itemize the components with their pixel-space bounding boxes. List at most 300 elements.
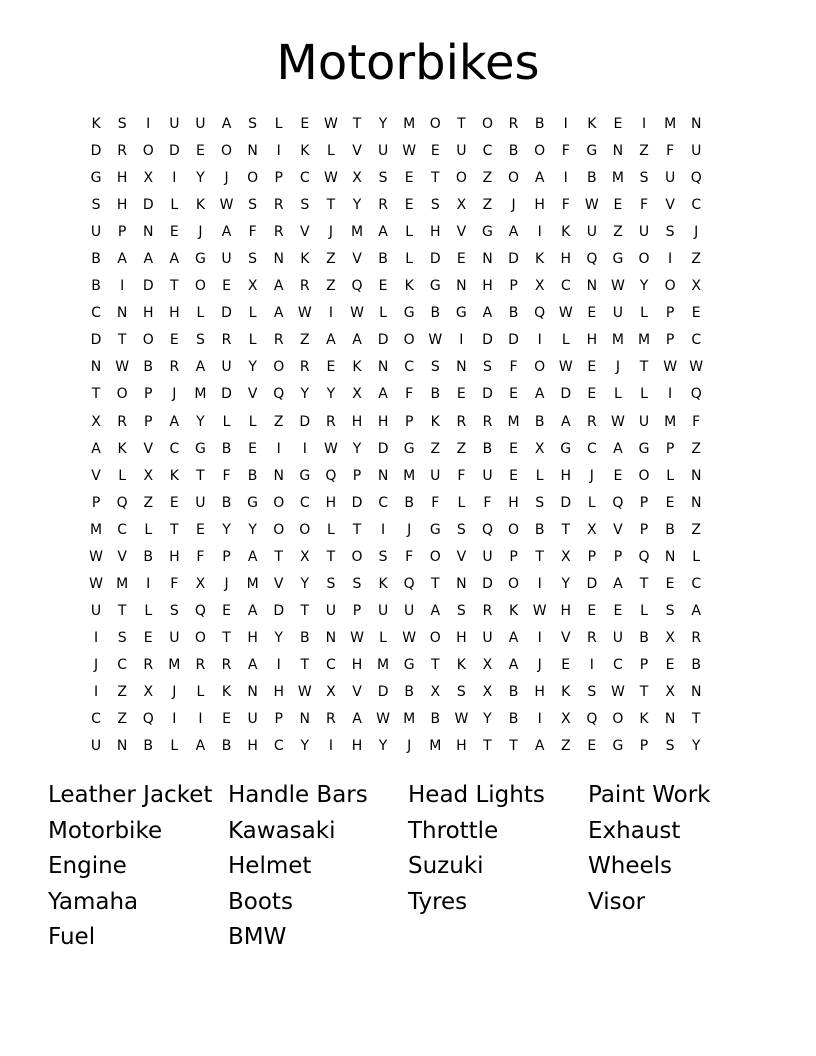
grid-letter: Q [273,386,285,403]
grid-letter: E [169,224,179,241]
grid-letter: M [611,170,624,187]
grid-letter: I [459,332,464,349]
grid-letter: N [247,143,258,160]
grid-letter: Y [274,629,283,646]
grid-letter: F [692,413,701,430]
grid-letter: D [221,386,232,403]
grid-letter: U [612,305,624,322]
grid-letter: A [326,332,336,349]
grid-letter: Z [639,143,649,160]
grid-letter: U [612,629,624,646]
grid-letter: E [143,629,153,646]
grid-letter: Q [194,602,206,619]
grid-letter: R [117,413,127,430]
grid-letter: U [482,548,493,565]
grid-letter: T [326,548,336,565]
grid-letter: X [560,711,571,728]
grid-letter: V [352,143,362,160]
grid-letter: B [691,656,701,673]
grid-letter: M [90,521,103,538]
grid-letter: I [328,305,333,322]
grid-letter: W [297,305,312,322]
grid-letter: N [482,251,493,268]
grid-letter: W [663,359,678,376]
grid-letter: N [247,683,258,700]
grid-letter: U [456,143,467,160]
grid-letter: E [430,143,440,160]
grid-letter: U [482,629,493,646]
grid-letter: Z [691,440,701,457]
grid-letter: I [146,575,151,592]
grid-letter: H [586,332,598,349]
grid-letter: R [169,359,180,376]
grid-letter: M [403,116,416,132]
grid-letter: B [404,683,414,700]
grid-letter: Q [586,711,598,728]
grid-letter: G [612,251,624,268]
grid-letter: L [248,413,257,430]
grid-letter: O [403,332,415,349]
grid-letter: W [611,413,625,430]
grid-letter: I [537,575,542,592]
grid-letter: P [639,521,649,538]
grid-letter: A [352,332,362,349]
grid-letter: K [561,683,571,700]
grid-letter: J [407,738,412,755]
grid-letter: P [613,548,623,565]
grid-letter: S [587,683,597,700]
grid-letter: A [247,656,258,673]
grid-letter: S [456,602,466,619]
grid-letter: Q [481,521,493,538]
grid-letter: L [640,305,648,322]
grid-letter: Y [691,738,701,755]
grid-letter: M [116,575,129,592]
grid-letter: T [300,656,310,673]
grid-letter: B [221,494,232,511]
grid-letter: U [90,738,102,755]
grid-letter: H [430,224,441,241]
grid-letter: V [117,548,127,565]
grid-letter: M [611,332,624,349]
grid-letter: I [120,278,125,295]
grid-letter: X [482,656,493,673]
grid-letter: K [561,224,571,241]
grid-letter: P [144,386,153,403]
grid-letter: P [117,224,127,241]
grid-letter: T [639,575,649,592]
grid-letter: I [641,116,647,132]
grid-letter: L [379,629,387,646]
grid-letter: L [170,197,179,214]
grid-letter: A [195,359,206,376]
grid-letter: P [639,656,649,673]
grid-letter: C [691,575,702,592]
grid-letter: S [483,359,492,376]
grid-letter: F [509,359,518,376]
word-list-item: Suzuki [408,853,484,880]
grid-letter: S [456,521,466,538]
grid-letter: T [222,629,231,646]
grid-letter: N [377,467,389,484]
grid-letter: O [142,143,154,160]
grid-letter: D [586,575,598,592]
grid-letter: C [299,170,310,187]
grid-letter: L [248,305,257,322]
grid-letter: H [247,629,258,646]
grid-letter: E [300,116,310,132]
grid-letter: N [116,305,128,322]
grid-letter: X [143,170,154,187]
grid-letter: B [508,305,519,322]
grid-letter: B [378,251,388,268]
grid-letter: W [402,629,417,646]
grid-letter: P [665,440,675,457]
word-list-item: Paint Work [588,782,711,808]
grid-letter: T [91,386,101,403]
grid-letter: P [352,602,362,619]
grid-letter: C [691,332,702,349]
grid-letter: H [247,738,258,755]
grid-letter: D [273,602,285,619]
grid-letter: F [196,548,205,565]
grid-letter: E [509,467,518,484]
grid-letter: P [639,738,649,755]
grid-letter: N [456,575,467,592]
grid-letter: W [323,116,338,132]
grid-letter: D [351,494,363,511]
grid-letter: J [224,575,229,592]
grid-letter: A [195,738,206,755]
grid-letter: F [405,386,414,403]
grid-letter: M [664,116,677,132]
grid-letter: X [456,197,467,214]
grid-letter: R [691,629,702,646]
grid-letter: A [221,224,232,241]
grid-letter: V [456,224,467,241]
grid-letter: T [639,683,649,700]
grid-letter: Q [403,575,415,592]
grid-letter: R [117,143,127,160]
grid-letter: A [117,251,127,268]
grid-letter: X [534,440,545,457]
grid-letter: S [665,224,675,241]
grid-letter: W [558,305,573,322]
grid-letter: B [221,738,232,755]
grid-letter: E [222,711,231,728]
grid-letter: D [221,305,232,322]
grid-letter: F [483,494,492,511]
grid-letter: R [195,656,206,673]
grid-letter: O [481,116,493,132]
grid-letter: Y [639,278,649,295]
grid-letter: C [586,440,597,457]
grid-letter: W [219,197,234,214]
grid-letter: I [563,170,568,187]
grid-letter: K [117,440,127,457]
grid-letter: O [273,494,285,511]
grid-letter: T [691,711,701,728]
grid-letter: X [195,575,206,592]
grid-letter: P [509,278,518,295]
grid-letter: A [143,251,154,268]
grid-letter: F [170,575,179,592]
grid-letter: W [558,359,573,376]
grid-letter: R [299,359,310,376]
grid-letter: C [560,278,571,295]
grid-letter: A [482,305,493,322]
grid-letter: V [273,575,284,592]
grid-letter: M [168,656,181,673]
grid-letter: N [273,251,284,268]
grid-letter: A [508,629,519,646]
grid-letter: T [326,197,336,214]
grid-letter: T [196,467,205,484]
grid-letter: K [404,278,414,295]
grid-letter: H [169,305,180,322]
word-list-item: BMW [228,924,287,951]
word-list-item: Motorbike [48,817,163,844]
grid-letter: R [378,197,388,214]
grid-letter: A [247,602,258,619]
grid-letter: T [352,521,362,538]
grid-letter: L [196,305,205,322]
grid-letter: W [89,548,103,565]
grid-letter: H [169,548,180,565]
grid-letter: O [664,278,676,295]
grid-letter: J [511,197,516,214]
grid-letter: Y [561,575,571,592]
grid-letter: T [639,359,649,376]
grid-letter: F [405,548,414,565]
grid-letter: Y [300,738,310,755]
grid-letter: H [116,170,128,187]
grid-letter: G [194,440,206,457]
grid-letter: A [508,224,519,241]
grid-letter: E [587,602,597,619]
grid-letter: S [248,197,258,214]
grid-letter: N [612,143,624,160]
grid-letter: E [509,440,518,457]
grid-letter: S [535,494,545,511]
grid-letter: U [90,224,102,241]
grid-letter: D [142,197,154,214]
grid-letter: S [195,332,205,349]
grid-letter: E [456,386,466,403]
grid-letter: N [664,711,676,728]
word-list-item: Handle Bars [228,782,368,808]
grid-letter: N [90,359,102,376]
grid-letter: Z [613,224,623,241]
grid-letter: M [507,413,520,430]
grid-letter: N [690,494,702,511]
grid-letter: A [691,602,701,619]
grid-letter: O [116,386,128,403]
grid-letter: O [194,278,206,295]
grid-letter: P [404,413,414,430]
grid-letter: A [430,602,441,619]
grid-letter: R [456,413,467,430]
grid-letter: R [326,413,336,430]
grid-letter: E [456,251,466,268]
grid-letter: B [482,440,493,457]
grid-letter: I [276,656,281,673]
grid-letter: J [328,224,333,241]
grid-letter: W [584,197,599,214]
grid-letter: E [248,440,258,457]
grid-letter: E [222,602,231,619]
grid-letter: W [376,711,390,728]
grid-letter: Y [248,359,257,376]
grid-letter: E [691,305,701,322]
grid-letter: H [560,467,571,484]
grid-letter: U [404,602,415,619]
grid-letter: J [407,521,412,538]
grid-letter: B [508,683,519,700]
grid-letter: K [378,575,388,592]
grid-letter: L [144,521,153,538]
grid-letter: Q [116,494,128,511]
grid-letter: O [142,332,154,349]
grid-letter: I [589,656,594,673]
grid-letter: S [639,170,649,187]
grid-letter: V [247,386,258,403]
grid-letter: S [117,116,127,132]
grid-letter: B [404,494,414,511]
grid-letter: U [691,143,702,160]
grid-letter: R [586,413,597,430]
grid-letter: Z [300,332,310,349]
grid-letter: L [405,251,414,268]
grid-letter: A [221,116,232,132]
grid-letter: F [248,224,257,241]
grid-letter: Y [300,575,310,592]
grid-letter: R [273,224,284,241]
grid-letter: N [586,278,598,295]
grid-letter: Z [143,494,154,511]
grid-letter: X [587,521,597,538]
grid-letter: L [379,305,387,322]
grid-letter: H [534,197,545,214]
grid-letter: B [508,143,519,160]
grid-letter: L [640,386,648,403]
grid-letter: W [611,278,625,295]
grid-letter: I [563,116,568,132]
grid-letter: W [454,711,469,728]
grid-letter: A [534,170,545,187]
grid-letter: T [300,602,310,619]
grid-letter: H [351,656,363,673]
grid-letter: L [170,738,179,755]
grid-letter: A [378,224,388,241]
grid-letter: A [560,413,571,430]
grid-letter: V [300,224,310,241]
grid-letter: A [534,738,545,755]
grid-letter: Y [222,521,231,538]
grid-letter: B [247,467,258,484]
word-list-item: Fuel [48,924,96,951]
grid-letter: D [377,440,389,457]
grid-letter: K [352,359,362,376]
grid-letter: C [91,305,101,322]
grid-letter: B [665,521,675,538]
grid-letter: P [144,413,153,430]
grid-letter: E [587,386,597,403]
grid-letter: B [143,738,154,755]
grid-letter: L [405,224,414,241]
grid-letter: G [586,143,598,160]
grid-letter: I [668,251,673,268]
grid-letter: G [560,440,572,457]
grid-letter: O [508,521,520,538]
grid-letter: P [352,467,362,484]
grid-letter: D [377,332,389,349]
grid-letter: G [194,251,206,268]
grid-letter: D [560,386,572,403]
grid-letter: S [378,170,388,187]
grid-letter: O [534,143,546,160]
grid-letter: C [299,494,310,511]
grid-letter: W [350,305,364,322]
grid-letter: L [118,467,127,484]
word-list-item: Boots [228,888,293,915]
grid-letter: W [611,683,625,700]
grid-letter: E [613,197,623,214]
grid-letter: Q [325,467,337,484]
grid-letter: A [613,575,623,592]
grid-letter: I [381,521,386,538]
grid-letter: U [169,629,180,646]
grid-letter: I [537,629,542,646]
grid-letter: S [378,548,388,565]
grid-letter: N [142,224,154,241]
grid-letter: Z [117,711,127,728]
grid-letter: Y [196,413,205,430]
grid-letter: K [300,251,310,268]
grid-letter: T [430,170,440,187]
grid-letter: U [664,170,676,187]
word-list-item: Yamaha [48,888,139,915]
grid-letter: P [509,548,518,565]
grid-letter: J [537,656,542,673]
grid-letter: I [537,224,542,241]
grid-letter: O [429,548,441,565]
grid-letter: Y [378,738,388,755]
grid-letter: K [430,413,440,430]
grid-letter: K [639,711,649,728]
grid-letter: C [326,656,336,673]
grid-letter: C [273,738,284,755]
grid-letter: T [430,656,440,673]
grid-letter: H [560,602,571,619]
grid-letter: O [299,521,311,538]
grid-letter: R [221,656,232,673]
grid-letter: N [456,359,467,376]
grid-letter: H [482,278,493,295]
grid-letter: O [508,575,520,592]
grid-letter: O [194,629,206,646]
grid-letter: M [350,224,364,241]
grid-letter: M [246,575,259,592]
grid-letter: R [508,116,519,132]
grid-letter: T [430,575,440,592]
grid-letter: R [482,602,493,619]
grid-letter: T [117,602,127,619]
grid-letter: E [665,494,675,511]
grid-letter: B [534,413,545,430]
grid-letter: P [222,548,231,565]
grid-letter: F [431,494,440,511]
